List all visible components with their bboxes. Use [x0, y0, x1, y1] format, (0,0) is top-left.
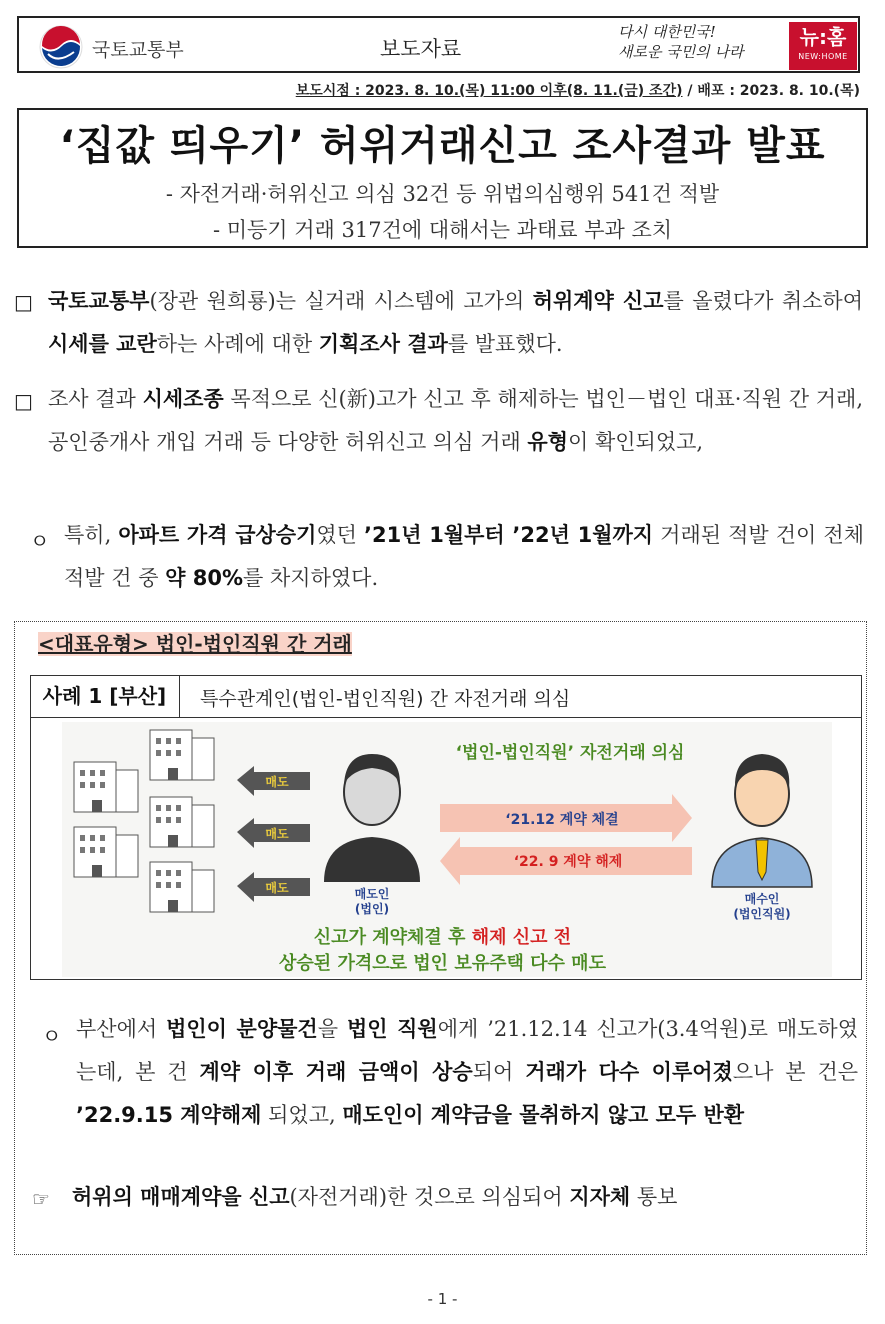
p3-bold-1: 아파트 가격 급상승기	[118, 523, 317, 547]
p4-text-3: 에게 ’21.12.14 신고가(3.4억원)로 매도하였는데, 본 건	[76, 1017, 858, 1084]
sell-label-3: 매도	[265, 881, 289, 895]
p4-bold-4: 거래가 다수 이루어졌	[525, 1060, 733, 1084]
building-icon	[74, 827, 138, 877]
p1-text-1: (장관 원희룡)는 실거래 시스템에 고가의	[149, 289, 533, 313]
building-icon	[74, 762, 138, 812]
sell-label-2: 매도	[265, 827, 289, 841]
newhome-main: 뉴:홈	[799, 25, 847, 49]
illustration-caption-2: 상승된 가격으로 법인 보유주택 다수 매도	[279, 953, 606, 974]
page-number: - 1 -	[427, 1290, 458, 1308]
slogan	[618, 22, 786, 68]
subtitle-2: - 미등기 거래 317건에 대해서는 과태료 부과 조치	[212, 218, 673, 242]
bullet-square: □	[14, 290, 33, 314]
paragraph-4	[76, 1008, 858, 1137]
seller-label-2: (법인)	[354, 902, 390, 916]
newhome-logo	[789, 22, 857, 70]
p2-bold-1: 시세조종	[142, 387, 224, 411]
p3-text-2: 였던	[316, 523, 365, 547]
paragraph-5	[72, 1176, 862, 1219]
p4-bold-6: 매도인이 계약금을 몰취하지 않고 모두 반환	[342, 1103, 745, 1127]
title-box	[17, 108, 868, 248]
newhome-sub: NEW:HOME	[798, 52, 848, 61]
p4-text-4: 되어	[472, 1060, 526, 1084]
p2-text-3: 이 확인되었고,	[568, 430, 704, 454]
bullet-square: □	[14, 389, 33, 413]
p1-text-2: 를 올렸다가 취소하여	[663, 289, 863, 313]
buyer-label-2: (법인직원)	[733, 907, 791, 921]
p3-bold-2: ’21년 1월부터 ’22년 1월까지	[364, 523, 654, 547]
representative-type-text: <대표유형> 법인-법인직원 간 거래	[38, 632, 352, 656]
p1-text-3: 하는 사례에 대한	[156, 332, 319, 356]
p3-text-3: 거래된 적발 건이 전체 적발 건 중	[64, 523, 864, 590]
p1-bold-1: 국토교통부	[48, 289, 150, 313]
ministry-name: 국토교통부	[92, 39, 184, 61]
document-type: 보도자료	[380, 37, 462, 61]
bullet-circle: ㅇ	[42, 1024, 62, 1048]
p4-bold-3: 계약 이후 거래 금액이 상승	[199, 1060, 473, 1084]
p3-text-4: 를 차지하였다.	[243, 566, 379, 590]
illustration-title: ‘법인-법인직원’ 자전거래 의심	[455, 743, 685, 763]
arrow-right-label: ‘21.12 계약 체결	[505, 812, 619, 828]
government-logo-icon	[38, 24, 84, 70]
release-time: 보도시점 : 2023. 8. 10.(목) 11:00 이후(8. 11.(금) 조간)	[295, 83, 683, 99]
slogan-line-2: 새로운 국민의 나라	[618, 43, 744, 61]
bullet-circle: ㅇ	[30, 529, 50, 553]
example-label: 사례 1 [부산]	[30, 675, 180, 718]
p4-text-6: 되었고,	[261, 1103, 343, 1127]
p5-bold-2: 지자체	[569, 1185, 631, 1209]
p2-text-2: 목적으로 신(新)고가 신고 후 해제하는 법인－법인 대표·직원 간 거래, 공인중개사 개입 거래 등 다양한 허위신고 의심 거래	[48, 387, 863, 454]
arrow-left-label: ‘22. 9 계약 해제	[513, 854, 623, 870]
p1-bold-3: 시세를 교란	[48, 332, 157, 356]
sell-label-1: 매도	[265, 775, 289, 789]
illustration-caption-1	[0, 923, 885, 949]
paragraph-2	[48, 378, 863, 464]
dateline-separator: /	[682, 83, 698, 99]
slogan-line-1: 다시 대한민국!	[618, 23, 716, 41]
caption-1a: 신고가 계약체결 후	[313, 927, 472, 948]
p4-bold-5: ’22.9.15 계약해제	[76, 1103, 262, 1127]
representative-type-label	[38, 628, 352, 657]
p5-text-2: 통보	[630, 1185, 678, 1209]
p2-text-1: 조사 결과	[48, 387, 143, 411]
building-icon	[150, 862, 214, 912]
subtitle-1: - 자전거래·허위신고 의심 32건 등 위법의심행위 541건 적발	[165, 182, 720, 206]
p4-text-1: 부산에서	[76, 1017, 167, 1041]
dateline	[296, 80, 860, 100]
building-icon	[150, 797, 214, 847]
pointing-hand-icon: ☞	[32, 1187, 50, 1211]
p5-bold-1: 허위의 매매계약을 신고	[72, 1185, 290, 1209]
p4-text-2: 을	[317, 1017, 347, 1041]
caption-1b: 해제 신고 전	[471, 927, 572, 948]
p5-text-1: (자전거래)한 것으로 의심되어	[289, 1185, 570, 1209]
p1-text-4: 를 발표했다.	[447, 332, 563, 356]
example-description: 특수관계인(법인-법인직원) 간 자전거래 의심	[200, 688, 571, 710]
distribution-date: 배포 : 2023. 8. 10.(목)	[697, 83, 860, 99]
p3-text-1: 특히,	[64, 523, 119, 547]
p2-bold-2: 유형	[527, 430, 568, 454]
p4-bold-1: 법인이 분양물건	[166, 1017, 318, 1041]
page-title: ‘집값 띄우기’ 허위거래신고 조사결과 발표	[59, 123, 826, 169]
buyer-label-1: 매수인	[744, 892, 780, 906]
p1-bold-2: 허위계약 신고	[532, 289, 664, 313]
p4-text-5: 으나 본 건은	[732, 1060, 859, 1084]
p3-bold-3: 약 80%	[165, 566, 244, 590]
p1-bold-4: 기획조사 결과	[318, 332, 448, 356]
paragraph-1	[48, 280, 863, 366]
building-icon	[150, 730, 214, 780]
paragraph-3	[64, 514, 864, 600]
seller-label-1: 매도인	[354, 887, 390, 901]
p4-bold-2: 법인 직원	[346, 1017, 438, 1041]
